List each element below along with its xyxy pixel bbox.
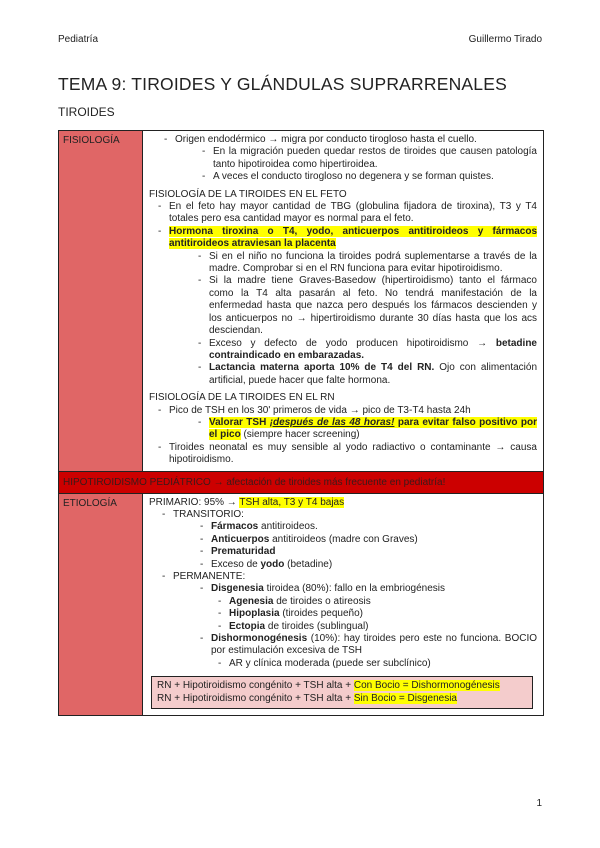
header-right: Guillermo Tirado (468, 34, 542, 45)
etiologia-content (143, 493, 544, 716)
primario-line: PRIMARIO: 95% → TSH alta, T3 y T4 bajas (149, 496, 345, 508)
etiologia-label: ETIOLOGÍA (59, 493, 143, 716)
origen-item: - Origen endodérmico → migra por conducto tirogloso hasta el cuello. (163, 134, 537, 146)
permanente-item: - Dishormonogénesis (10%): hay tiroides pero este no funciona. BOCIO por estimulación excesiva de TSH (199, 633, 537, 658)
feto-sub-item: - Lactancia materna aporta 10% de T4 del RN. Ojo con alimentación artificial, puede hacer que falte hormona. (197, 362, 537, 387)
rn-item: - Tiroides neonatal es muy sensible al yodo radiactivo o contaminante → causa hipotiroidismo. (157, 442, 537, 467)
permanente-item: - Disgenesia tiroidea (80%): fallo en la embriogénesis (199, 583, 537, 595)
header-left: Pediatría (58, 34, 99, 45)
disgenesia-sub-item: - Ectopia de tiroides (sublingual) (217, 621, 537, 633)
rn-sub-item: - Valorar TSH ¡después de las 48 horas! para evitar falso positivo por el pico (siempre hacer screening) (197, 417, 537, 442)
etiologia-row (59, 493, 544, 716)
feto-sub-item: - Si la madre tiene Graves-Basedow (hipertiroidismo) tanto el fármaco como la T4 alta pasarán al feto. No tendrá manifestación de la enfermedad hasta que nazca pero después los fármacos descienden y los anticuerpos no → hipertiroidismo durante 30 días hasta que los acs desciendan. (197, 275, 537, 337)
summary-line: RN + Hipotiroidismo congénito + TSH alta + Sin Bocio = Disgenesia (157, 692, 457, 704)
page-title: TEMA 9: TIROIDES Y GLÁNDULAS SUPRARRENALES (58, 74, 507, 94)
fisiologia-content (143, 131, 544, 472)
content-table (58, 130, 544, 716)
transitorio-item: - Fármacos antitiroideos. (199, 521, 537, 533)
fisiologia-row (59, 131, 544, 472)
fisiologia-label: FISIOLOGÍA (59, 131, 143, 472)
feto-heading: FISIOLOGÍA DE LA TIROIDES EN EL FETO (149, 188, 347, 200)
origen-block (163, 134, 537, 184)
feto-sub-item: - Si en el niño no funciona la tiroides podrá suplementarse a través de la madre. Comprobar si en el RN funciona para evitar hipotiroidismo. (197, 251, 537, 276)
hipotiroidismo-banner: HIPOTIROIDISMO PEDIÁTRICO → afectación de tiroides más frecuente en pediatría! (59, 471, 544, 493)
feto-item: - En el feto hay mayor cantidad de TBG (globulina fijadora de tiroxina), T3 y T4 totales pero esa cantidad mayor es normal para el feto. (157, 201, 537, 226)
permanente-heading: - PERMANENTE: (161, 571, 537, 583)
transitorio-item: - Prematuridad (199, 546, 537, 558)
transitorio-item: - Anticuerpos antitiroideos (madre con Graves) (199, 534, 537, 546)
hipotiroidismo-row (59, 471, 544, 493)
page-number: 1 (536, 798, 542, 809)
disgenesia-sub-item: - Hipoplasia (tiroides pequeño) (217, 608, 537, 620)
primario-highlight: TSH alta, T3 y T4 bajas (239, 496, 345, 508)
disgenesia-sub-item: - Agenesia de tiroides o atireosis (217, 596, 537, 608)
transitorio-heading: - TRANSITORIO: (161, 509, 537, 521)
dishormonogenesis-sub-item: - AR y clínica moderada (puede ser subclínico) (217, 658, 537, 670)
section-subtitle: TIROIDES (58, 105, 115, 119)
feto-sub-item: - Exceso y defecto de yodo producen hipotiroidismo → betadine contraindicado en embarazadas. (197, 338, 537, 363)
summary-box (151, 676, 533, 709)
transitorio-item: - Exceso de yodo (betadine) (199, 559, 537, 571)
origen-sub-item: - A veces el conducto tirogloso no degenera y se forman quistes. (201, 171, 537, 183)
placenta-highlight: Hormona tiroxina o T4, yodo, anticuerpos antitiroideos y fármacos antitiroideos atraviesan la placenta (169, 225, 537, 250)
feto-item-highlight (157, 226, 537, 251)
origen-sub-item: - En la migración pueden quedar restos de tiroides que causen patología tanto hipotiroidea como hipertiroidea. (201, 146, 537, 171)
rn-heading: FISIOLOGÍA DE LA TIROIDES EN EL RN (149, 392, 335, 404)
summary-line: RN + Hipotiroidismo congénito + TSH alta + Con Bocio = Dishormonogénesis (157, 680, 500, 692)
rn-item: - Pico de TSH en los 30' primeros de vida → pico de T3-T4 hasta 24h (157, 405, 537, 417)
